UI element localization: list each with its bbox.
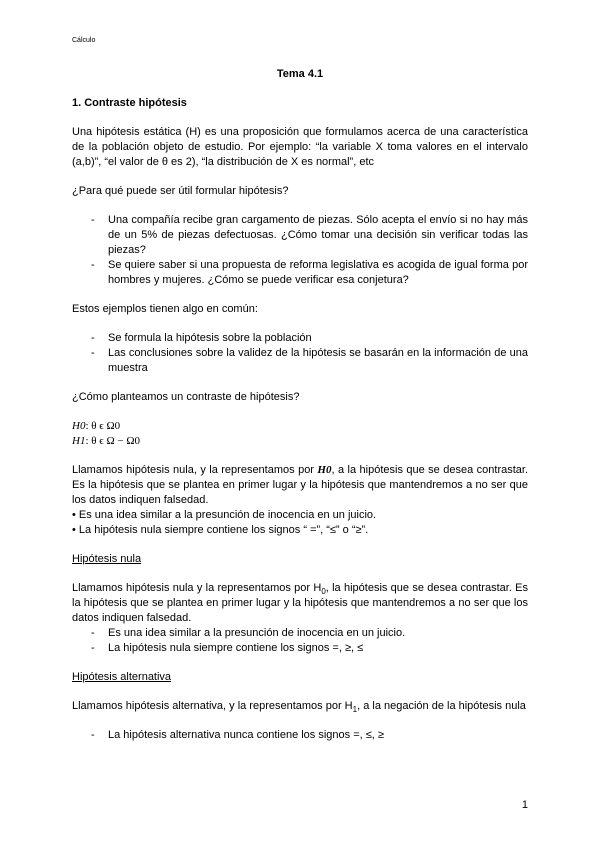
- null-list: [72, 626, 528, 656]
- list-item: - Las conclusiones sobre la validez de la hipótesis se basarán en la información de una muestra: [108, 346, 528, 376]
- para-text: Llamamos hipótesis alternativa, y la representamos por H: [72, 700, 353, 712]
- examples-list: [72, 213, 528, 288]
- page-number: 1: [521, 799, 528, 811]
- list-item: - Se formula la hipótesis sobre la población: [108, 331, 528, 346]
- para-text: Llamamos hipótesis nula, y la representamos por: [72, 464, 318, 476]
- list-item: - Una compañía recibe gran cargamento de piezas. Sólo acepta el envío si no hay más de un 5% de piezas defectuosas. ¿Cómo tomar una decisión sin verificar todas las piezas?: [108, 213, 528, 258]
- page-header: Cálculo: [72, 37, 96, 44]
- alternative-hypothesis-heading: Hipótesis alternativa: [72, 671, 172, 683]
- h0-formula: [72, 419, 528, 434]
- common-paragraph: Estos ejemplos tienen algo en común:: [72, 303, 258, 315]
- alternative-list: [72, 728, 528, 743]
- h1-formula: [72, 434, 528, 449]
- list-item: - La hipótesis nula siempre contiene los signos =, ≥, ≤: [108, 641, 528, 656]
- section-title: 1. Contraste hipótesis: [72, 97, 187, 109]
- para-text: , a la negación de la hipótesis nula: [357, 700, 526, 712]
- bullet-item: • Es una idea similar a la presunción de inocencia en un juicio.: [72, 509, 377, 521]
- intro-paragraph: Una hipótesis estática (H) es una proposición que formulamos acerca de una característica de la población objeto de estudio. Por ejemplo: “la variable X toma valores en el intervalo (a,b)”, “el valor de θ es 2), “la distribución de X es normal”, etc: [72, 126, 528, 168]
- null-definition-paragraph: [72, 581, 528, 626]
- para-text: , a la hipótesis que se desea contrastar. Es la hipótesis que se plantea en primer lugar y la hipótesis que mantendremos a no ser que los datos indiquen falsedad.: [72, 464, 529, 506]
- question-contrast: ¿Cómo planteamos un contraste de hipótesis?: [72, 391, 300, 403]
- common-list: [72, 331, 528, 376]
- null-hypothesis-heading: Hipótesis nula: [72, 553, 142, 565]
- para-text: , la hipótesis que se desea contrastar. Es la hipótesis que se plantea en primer lugar y la hipótesis que mantendremos a no ser que los datos indiquen falsedad.: [72, 582, 529, 624]
- question-utility: ¿Para qué puede ser útil formular hipótesis?: [72, 185, 289, 197]
- document-title: Tema 4.1: [276, 68, 324, 80]
- h0-inline-symbol: H0: [317, 464, 332, 476]
- subscript: 1: [352, 705, 358, 715]
- h1-text: : θ ϵ Ω − Ω0: [85, 435, 141, 447]
- h0-symbol: H0: [72, 420, 86, 432]
- para-text: Llamamos hipótesis nula y la representamos por H: [72, 582, 322, 594]
- alternative-definition-paragraph: [72, 699, 528, 714]
- h1-symbol: H1: [72, 435, 86, 447]
- h0-text: : θ ϵ Ω0: [85, 420, 121, 432]
- list-item: - La hipótesis alternativa nunca contiene los signos =, ≤, ≥: [108, 728, 528, 743]
- null-hypothesis-paragraph: [72, 463, 528, 508]
- list-item: - Es una idea similar a la presunción de inocencia en un juicio.: [108, 626, 528, 641]
- subscript: 0: [321, 587, 326, 597]
- document-body: [72, 67, 528, 743]
- bullet-item: • La hipótesis nula siempre contiene los signos “ =”, “≤” o “≥”.: [72, 524, 369, 536]
- list-item: - Se quiere saber si una propuesta de reforma legislativa es acogida de igual forma por hombres y mujeres. ¿Cómo se puede verificar esa conjetura?: [108, 258, 528, 288]
